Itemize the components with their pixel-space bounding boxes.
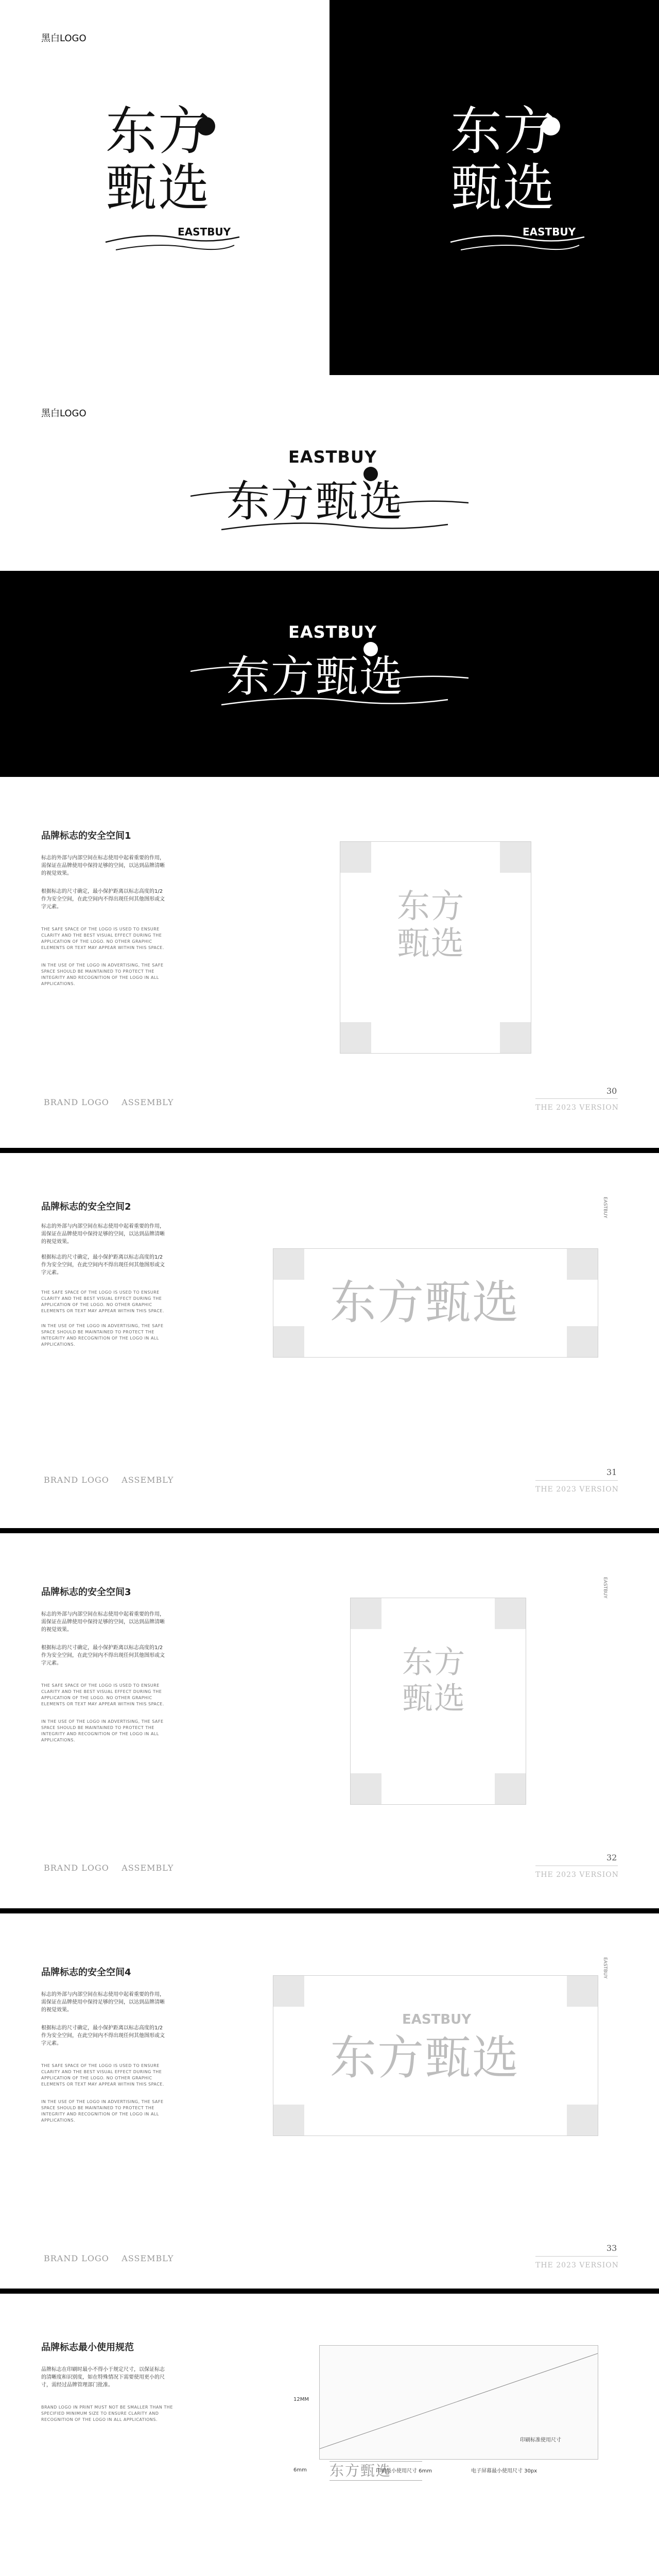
body-en-2: IN THE USE OF THE LOGO IN ADVERTISING, THE SAFE SPACE SHOULD BE MAINTAINED TO PROTECT THE INTEGRITY AND RECOGNITION OF THE LOGO IN ALL APPLICATIONS. bbox=[41, 963, 164, 986]
grid-corner bbox=[500, 842, 531, 873]
body-en: BRAND LOGO IN PRINT MUST NOT BE SMALLER THAN THE SPECIFIED MINIMUM SIZE TO ENSURE CLARITY AND RECOGNITION OF THE LOGO IN ALL APPLICATIONS. bbox=[41, 2405, 173, 2422]
footer-brand-logo bbox=[44, 1863, 174, 1873]
footer-brand-logo-text: BRAND LOGO bbox=[44, 1475, 109, 1485]
vertical-logo-white bbox=[445, 93, 589, 263]
safe-space-grid bbox=[273, 1248, 598, 1358]
logo-zh-text: 东方甄选 bbox=[106, 101, 211, 218]
body-zh-1: 标志的外部与内部空间在标志使用中起着重要的作用，需保证在品牌使用中保持足够的空间，以达到品牌清晰的视觉效果。 bbox=[41, 1224, 165, 1245]
footer-brand-logo bbox=[44, 1097, 174, 1107]
grid-corner bbox=[273, 1976, 304, 2007]
body-en-1: THE SAFE SPACE OF THE LOGO IS USED TO ENSURE CLARITY AND THE BEST VISUAL EFFECT DURING THE APPLICATION OF THE LOGO. NO OTHER GRAPHIC ELEMENTS OR TEXT MAY APPEAR WITHIN THIS SPACE. bbox=[41, 1683, 164, 1706]
horizontal-logo-white bbox=[190, 622, 469, 715]
footer-version: THE 2023 VERSION bbox=[535, 2261, 619, 2269]
safe-space-grid bbox=[273, 1975, 598, 2136]
caption-3: 印刷标准使用尺寸 bbox=[520, 2437, 561, 2443]
body-en-2: IN THE USE OF THE LOGO IN ADVERTISING, THE SAFE SPACE SHOULD BE MAINTAINED TO PROTECT THE INTEGRITY AND RECOGNITION OF THE LOGO IN ALL APPLICATIONS. bbox=[41, 2099, 164, 2123]
footer-brand-logo-text: BRAND LOGO bbox=[44, 2253, 109, 2263]
logo-zh-line1 bbox=[106, 103, 214, 216]
body-zh-2: 根据标志的尺寸确定，最小保护距离以标志高度的1/2作为安全空间，在此空间内不得出现任何其他图形或文字元素。 bbox=[41, 1255, 165, 1276]
page-number: 31 bbox=[606, 1467, 617, 1477]
body-zh-2: 根据标志的尺寸确定，最小保护距离以标志高度的1/2作为安全空间，在此空间内不得出现任何其他图形或文字元素。 bbox=[41, 1645, 165, 1666]
logo-zh-text: 东方甄选 bbox=[330, 2462, 392, 2479]
footer-brand-logo-text: BRAND LOGO bbox=[44, 1863, 109, 1873]
page-safe-space-4 bbox=[0, 1913, 659, 2289]
page-safe-space-2 bbox=[0, 1153, 659, 1528]
footer-divider bbox=[535, 1480, 618, 1481]
logo-en: EASTBUY bbox=[288, 622, 377, 642]
body-en-1: THE SAFE SPACE OF THE LOGO IS USED TO ENSURE CLARITY AND THE BEST VISUAL EFFECT DURING THE APPLICATION OF THE LOGO. NO OTHER GRAPHIC ELEMENTS OR TEXT MAY APPEAR WITHIN THIS SPACE. bbox=[41, 1290, 164, 1313]
logo-zh-text: 东方甄选 bbox=[450, 101, 556, 218]
black-panel bbox=[330, 0, 659, 375]
body-en-2: IN THE USE OF THE LOGO IN ADVERTISING, THE SAFE SPACE SHOULD BE MAINTAINED TO PROTECT THE INTEGRITY AND RECOGNITION OF THE LOGO IN ALL APPLICATIONS. bbox=[41, 1324, 164, 1347]
body-zh-2: 根据标志的尺寸确定，最小保护距离以标志高度的1/2作为安全空间，在此空间内不得出现任何其他图形或文字元素。 bbox=[41, 2025, 165, 2046]
page-title: 品牌标志的安全空间4 bbox=[41, 1967, 131, 1978]
footer-divider bbox=[535, 2256, 618, 2257]
side-note: EASTBUY bbox=[602, 1577, 608, 1599]
page-label: 黑白LOGO bbox=[41, 408, 86, 419]
grid-corner bbox=[273, 1249, 304, 1280]
body-zh-1: 标志的外部与内部空间在标志使用中起着重要的作用，需保证在品牌使用中保持足够的空间，以达到品牌清晰的视觉效果。 bbox=[41, 855, 165, 876]
logo-en: EASTBUY bbox=[523, 226, 576, 238]
grid-corner bbox=[351, 1598, 381, 1629]
logo-zh-text: 东方甄选 bbox=[227, 476, 404, 527]
safe-space-grid bbox=[350, 1598, 526, 1805]
body-en-1: THE SAFE SPACE OF THE LOGO IS USED TO ENSURE CLARITY AND THE BEST VISUAL EFFECT DURING THE APPLICATION OF THE LOGO. NO OTHER GRAPHIC ELEMENTS OR TEXT MAY APPEAR WITHIN THIS SPACE. bbox=[41, 927, 164, 950]
page-number: 33 bbox=[606, 2243, 617, 2253]
caption-1: 印刷最小使用尺寸 6mm bbox=[376, 2468, 432, 2474]
grid-corner bbox=[495, 1773, 526, 1804]
grid-corner bbox=[495, 1598, 526, 1629]
body-zh: 品牌标志在印刷时最小不得小于规定尺寸，以保证标志的清晰度和识别度，如在特殊情况下需要使用更小的尺寸，需经过品牌管理部门批准。 bbox=[41, 2367, 165, 2388]
grid-corner bbox=[340, 842, 371, 873]
footer-assembly-text: ASSEMBLY bbox=[122, 2253, 174, 2263]
grid-corner bbox=[567, 1326, 598, 1357]
grid-corner bbox=[500, 1022, 531, 1053]
vertical-logo-black bbox=[100, 93, 245, 263]
grid-corner bbox=[567, 1976, 598, 2007]
footer-version: THE 2023 VERSION bbox=[535, 1104, 619, 1112]
footer-brand-logo bbox=[44, 1475, 174, 1485]
grid-corner bbox=[273, 1326, 304, 1357]
page-number: 32 bbox=[606, 1853, 617, 1862]
logo-zh-text: 东方甄选 bbox=[397, 888, 465, 963]
page-title: 品牌标志最小使用规范 bbox=[41, 2342, 134, 2353]
grid-corner bbox=[567, 1249, 598, 1280]
footer-version: THE 2023 VERSION bbox=[535, 1871, 619, 1879]
page-horizontal-logo-dark bbox=[0, 571, 659, 772]
horizontal-logo-black bbox=[190, 447, 469, 540]
footer-assembly-text: ASSEMBLY bbox=[122, 1097, 174, 1107]
side-note: EASTBUY bbox=[602, 1957, 608, 1979]
size-label-small: 6mm bbox=[293, 2467, 307, 2473]
page-title: 品牌标志的安全空间1 bbox=[41, 831, 131, 841]
body-en-1: THE SAFE SPACE OF THE LOGO IS USED TO ENSURE CLARITY AND THE BEST VISUAL EFFECT DURING THE APPLICATION OF THE LOGO. NO OTHER GRAPHIC ELEMENTS OR TEXT MAY APPEAR WITHIN THIS SPACE. bbox=[41, 2063, 164, 2087]
grid-corner bbox=[351, 1773, 381, 1804]
page-minimum-size bbox=[0, 2294, 659, 2576]
footer-divider bbox=[535, 1098, 618, 1099]
logo-en: EASTBUY bbox=[288, 447, 377, 467]
logo-en: EASTBUY bbox=[178, 226, 231, 238]
logo-en: EASTBUY bbox=[402, 2012, 472, 2027]
grid-corner bbox=[273, 2105, 304, 2136]
body-zh-1: 标志的外部与内部空间在标志使用中起着重要的作用，需保证在品牌使用中保持足够的空间，以达到品牌清晰的视觉效果。 bbox=[41, 1612, 165, 1633]
caption-2: 电子屏幕最小使用尺寸 30px bbox=[471, 2468, 537, 2474]
footer-version: THE 2023 VERSION bbox=[535, 1485, 619, 1494]
size-label-large: 12MM bbox=[293, 2397, 309, 2402]
page-safe-space-1 bbox=[0, 777, 659, 1148]
body-en-2: IN THE USE OF THE LOGO IN ADVERTISING, THE SAFE SPACE SHOULD BE MAINTAINED TO PROTECT THE INTEGRITY AND RECOGNITION OF THE LOGO IN ALL APPLICATIONS. bbox=[41, 1719, 164, 1742]
footer-assembly-text: ASSEMBLY bbox=[122, 1475, 174, 1485]
logo-zh-text: 东方甄选 bbox=[402, 1645, 466, 1717]
page-title: 品牌标志的安全空间3 bbox=[41, 1587, 131, 1598]
page-title: 品牌标志的安全空间2 bbox=[41, 1201, 131, 1212]
page-horizontal-logo bbox=[0, 375, 659, 571]
logo-zh-text: 东方甄选 bbox=[330, 1276, 519, 1330]
footer-assembly-text: ASSEMBLY bbox=[122, 1863, 174, 1873]
page-label: 黑白LOGO bbox=[41, 33, 86, 44]
safe-space-grid bbox=[340, 841, 531, 1054]
page-number: 30 bbox=[606, 1086, 617, 1096]
side-note: EASTBUY bbox=[602, 1197, 608, 1218]
body-zh-1: 标志的外部与内部空间在标志使用中起着重要的作用，需保证在品牌使用中保持足够的空间，以达到品牌清晰的视觉效果。 bbox=[41, 1992, 165, 2013]
page-safe-space-3 bbox=[0, 1533, 659, 1908]
logo-zh-text: 东方甄选 bbox=[227, 651, 404, 702]
grid-corner bbox=[567, 2105, 598, 2136]
logo-zh-text: 东方甄选 bbox=[330, 2031, 519, 2085]
footer-brand-logo bbox=[44, 2253, 174, 2263]
grid-corner bbox=[340, 1022, 371, 1053]
logo-zh-line1-white bbox=[450, 103, 559, 216]
page-black-white-logo bbox=[0, 0, 659, 375]
footer-brand-logo-text: BRAND LOGO bbox=[44, 1097, 109, 1107]
body-zh-2: 根据标志的尺寸确定，最小保护距离以标志高度的1/2作为安全空间，在此空间内不得出现任何其他图形或文字元素。 bbox=[41, 889, 165, 910]
